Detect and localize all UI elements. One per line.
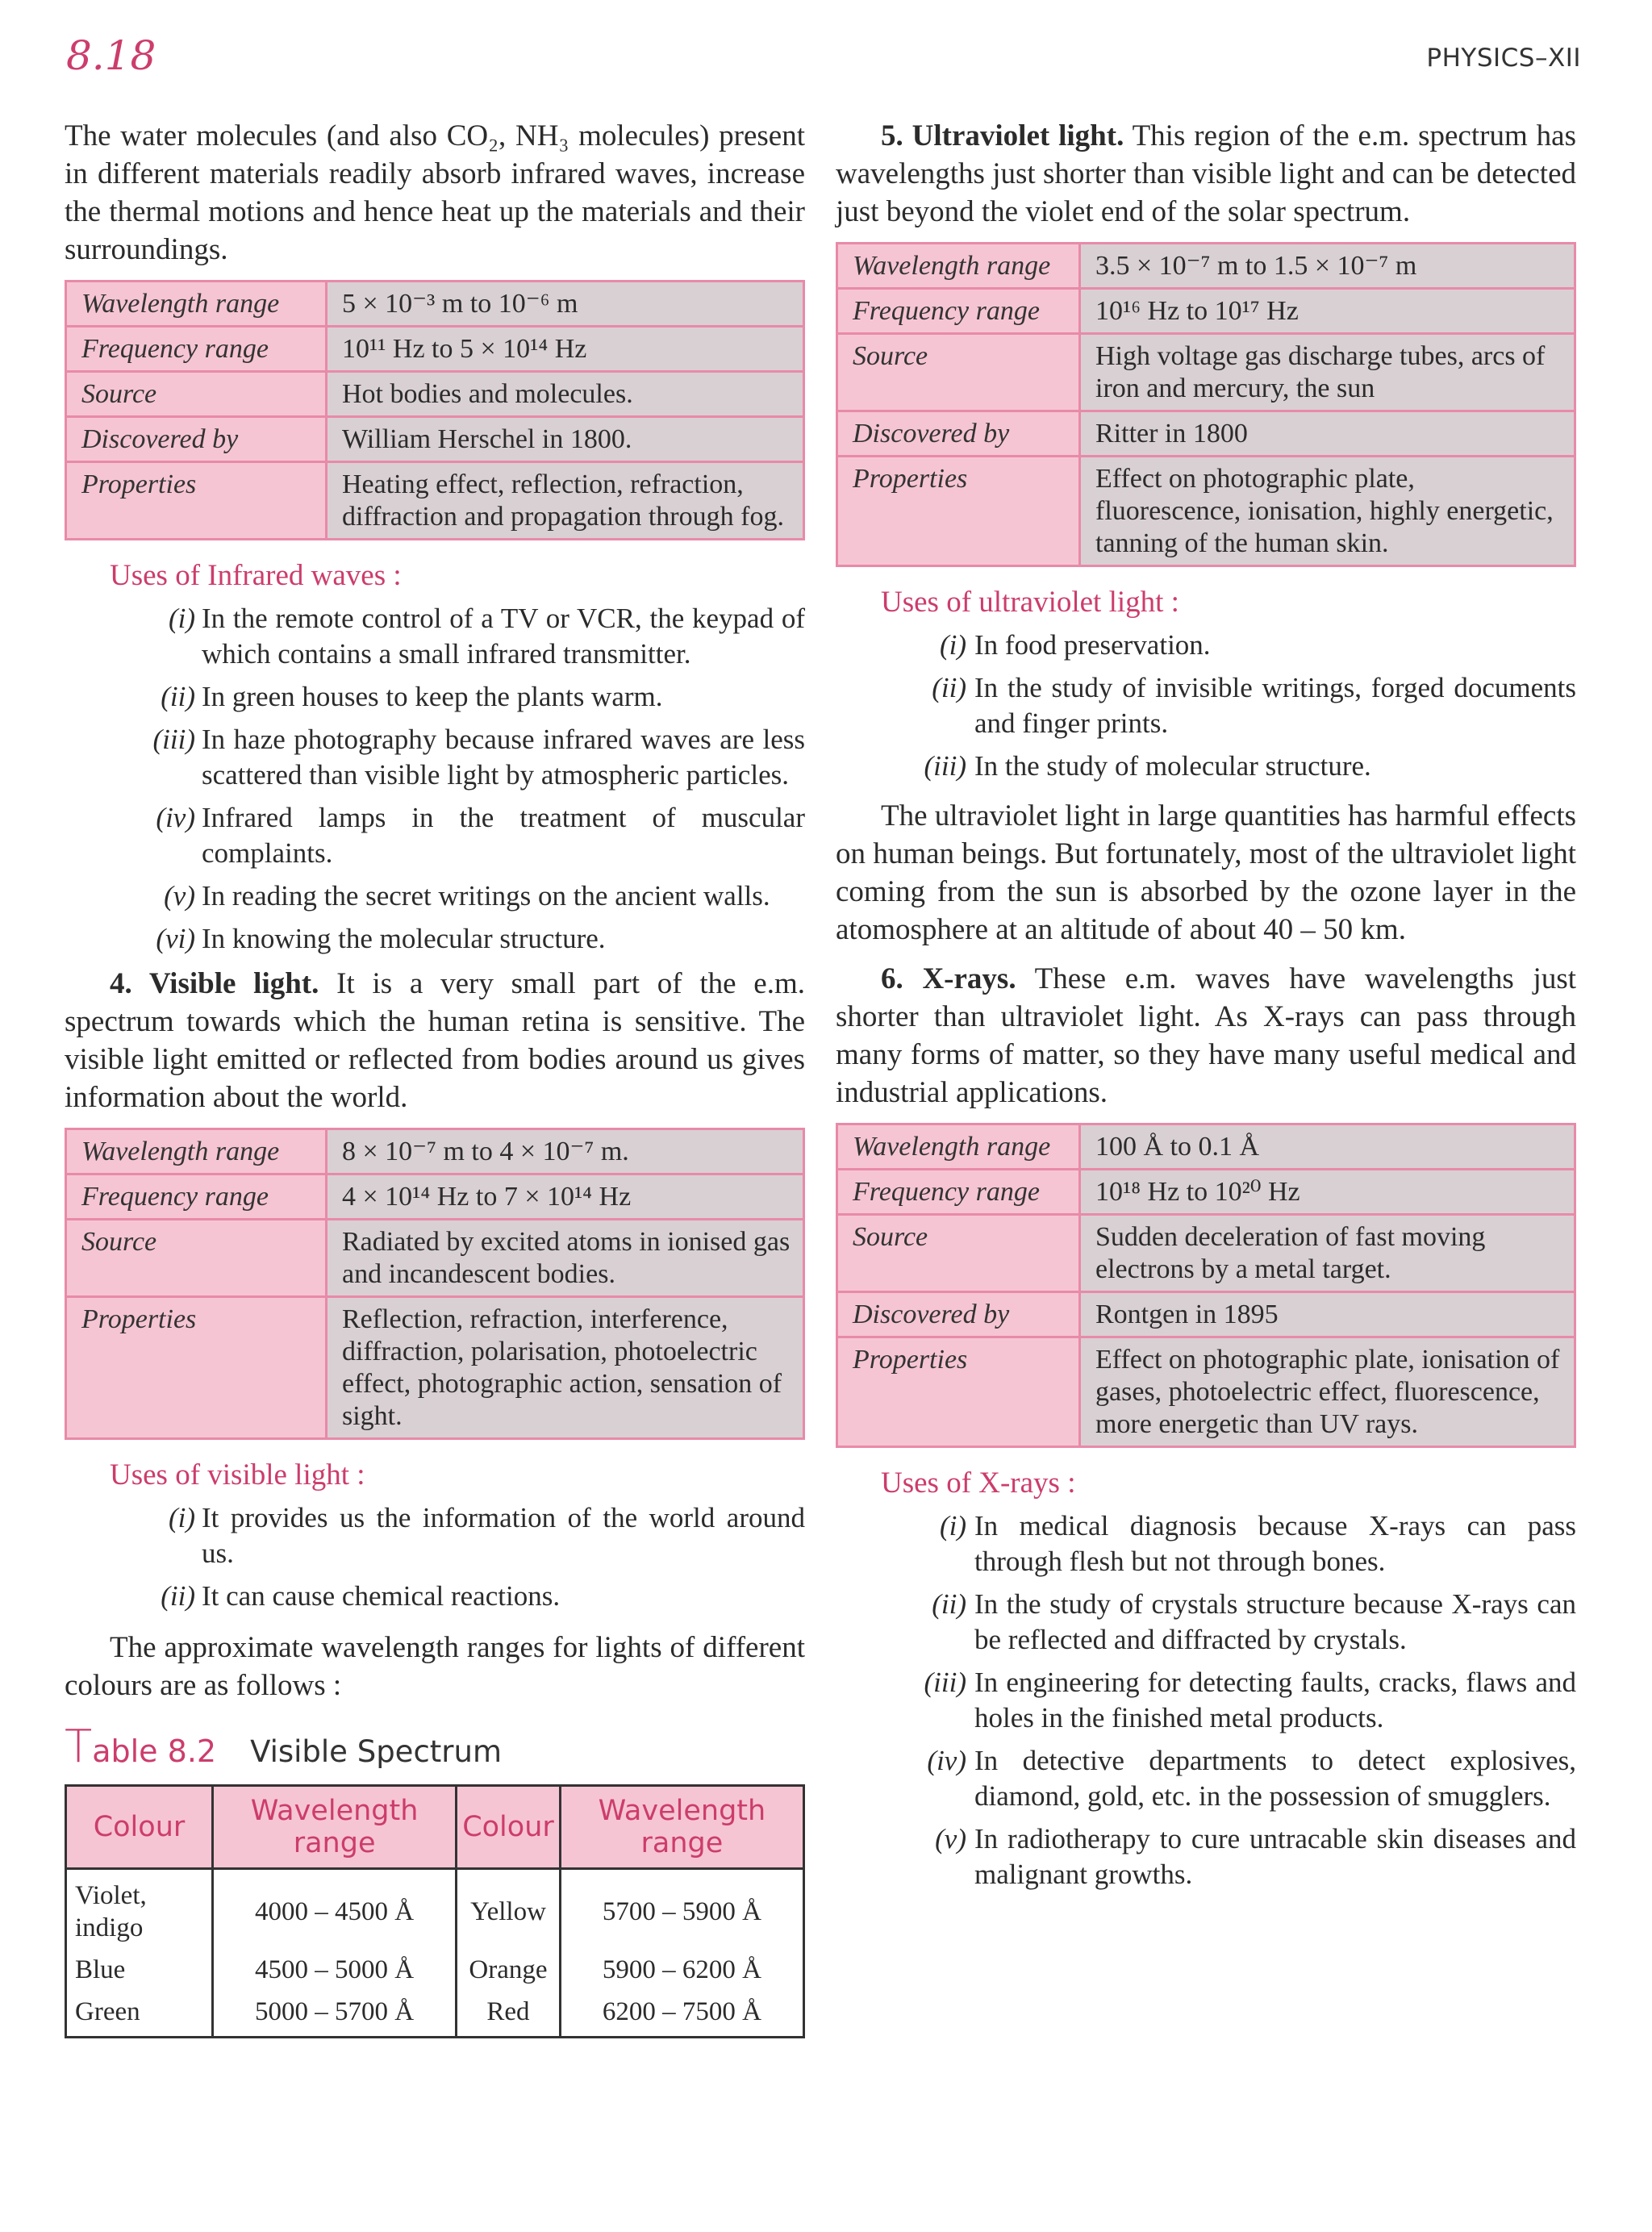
list-item-number: (i) xyxy=(168,1502,195,1533)
list-item-text: In the remote control of a TV or VCR, the keypad of which contains a small infrared transmitter. xyxy=(202,603,805,670)
ultraviolet-text: This region of the e.m. spectrum has wavelengths just shorter than visible light and can be detected just beyond the violet end of the solar spectrum. xyxy=(836,119,1576,228)
property-value: Radiated by excited atoms in ionised gas and incandescent bodies. xyxy=(327,1220,804,1297)
spectrum-header-cell: Wavelength range xyxy=(212,1786,456,1869)
property-row xyxy=(66,462,804,540)
visible-table xyxy=(65,1128,805,1440)
property-key: Source xyxy=(66,372,327,417)
property-value: 10¹⁶ Hz to 10¹⁷ Hz xyxy=(1080,289,1575,334)
list-item-number: (iv) xyxy=(156,802,195,833)
property-value: Hot bodies and molecules. xyxy=(327,372,804,417)
table-caption-number: able 8.2 xyxy=(92,1733,217,1769)
list-item-text: It can cause chemical reactions. xyxy=(202,1580,561,1612)
list-item-number: (v) xyxy=(935,1823,966,1854)
list-item xyxy=(836,628,1576,663)
list-item-text: In knowing the molecular structure. xyxy=(202,923,606,954)
ultraviolet-title: 5. Ultraviolet light. xyxy=(881,119,1124,152)
running-head: PHYSICS–XII xyxy=(1426,44,1581,73)
spectrum-header-cell: Colour xyxy=(457,1786,561,1869)
list-item-text: In the study of molecular structure. xyxy=(974,750,1371,782)
right-column xyxy=(836,117,1576,1900)
spectrum-cell: 5900 – 6200 Å xyxy=(560,1949,803,1991)
property-value: High voltage gas discharge tubes, arcs of iron and mercury, the sun xyxy=(1080,334,1575,411)
ultraviolet-harm-paragraph: The ultraviolet light in large quantities has harmful effects on human beings. But fortunately, most of the ultraviolet light coming from the sun is absorbed by the ozone layer in the atomosphere at an altitude of about 40 – 50 km. xyxy=(836,799,1576,946)
list-item-text: In the study of crystals structure because X-rays can be reflected and diffracted by crystals. xyxy=(974,1588,1576,1655)
list-item-number: (v) xyxy=(164,880,195,912)
list-item xyxy=(836,749,1576,784)
infrared-intro: The water molecules (and also CO₂, NH₃ molecules) present in different materials readily absorb infrared waves, increase the thermal motions and hence heat up the materials and their surroundings. xyxy=(65,119,805,266)
property-row xyxy=(66,1129,804,1174)
property-row xyxy=(837,1215,1575,1292)
list-item xyxy=(65,601,805,672)
property-value: 100 Å to 0.1 Å xyxy=(1080,1124,1575,1170)
list-item-number: (ii) xyxy=(932,672,966,703)
list-item xyxy=(65,878,805,914)
property-value: 10¹¹ Hz to 5 × 10¹⁴ Hz xyxy=(327,327,804,372)
table-row xyxy=(66,1869,804,1950)
spectrum-cell: 4500 – 5000 Å xyxy=(212,1949,456,1991)
table-row xyxy=(66,1949,804,1991)
left-column xyxy=(65,117,805,2038)
property-value: 4 × 10¹⁴ Hz to 7 × 10¹⁴ Hz xyxy=(327,1174,804,1220)
spectrum-header-cell: Wavelength range xyxy=(560,1786,803,1869)
list-item xyxy=(65,921,805,957)
property-row xyxy=(66,1297,804,1439)
list-item-number: (vi) xyxy=(156,923,195,954)
infrared-uses-heading: Uses of Infrared waves : xyxy=(110,559,402,592)
property-key: Source xyxy=(837,1215,1080,1292)
property-row xyxy=(837,411,1575,457)
spectrum-cell: 5000 – 5700 Å xyxy=(212,1991,456,2038)
list-item-text: In engineering for detecting faults, cracks, flaws and holes in the finished metal products. xyxy=(974,1667,1576,1733)
list-item-text: In the study of invisible writings, forged documents and finger prints. xyxy=(974,672,1576,739)
property-row xyxy=(837,1124,1575,1170)
list-item xyxy=(836,1587,1576,1658)
property-value: Rontgen in 1895 xyxy=(1080,1292,1575,1337)
spectrum-cell: Orange xyxy=(457,1949,561,1991)
infrared-uses-list xyxy=(65,601,805,957)
property-key: Wavelength range xyxy=(66,282,327,327)
visible-uses-list xyxy=(65,1500,805,1614)
xray-table xyxy=(836,1123,1576,1448)
ultraviolet-uses-list xyxy=(836,628,1576,784)
property-key: Source xyxy=(66,1220,327,1297)
spectrum-header-cell: Colour xyxy=(66,1786,213,1869)
list-item-text: In green houses to keep the plants warm. xyxy=(202,681,663,712)
visible-uses-heading: Uses of visible light : xyxy=(110,1458,365,1491)
list-item xyxy=(836,670,1576,741)
spectrum-cell: 4000 – 4500 Å xyxy=(212,1869,456,1950)
table-caption-initial: T xyxy=(65,1721,93,1773)
list-item-text: In medical diagnosis because X-rays can pass through flesh but not through bones. xyxy=(974,1510,1576,1577)
list-item-number: (ii) xyxy=(161,681,195,712)
xray-uses-list xyxy=(836,1508,1576,1892)
property-row xyxy=(837,1292,1575,1337)
list-item-number: (iii) xyxy=(924,750,966,782)
property-row xyxy=(66,1174,804,1220)
property-key: Wavelength range xyxy=(837,244,1080,289)
spectrum-cell: Blue xyxy=(66,1949,213,1991)
property-row xyxy=(837,457,1575,566)
list-item-text: In reading the secret writings on the ancient walls. xyxy=(202,880,770,912)
xray-title: 6. X-rays. xyxy=(881,962,1016,995)
list-item-number: (i) xyxy=(939,1510,966,1542)
property-value: 3.5 × 10⁻⁷ m to 1.5 × 10⁻⁷ m xyxy=(1080,244,1575,289)
property-row xyxy=(66,417,804,462)
property-row xyxy=(837,289,1575,334)
property-key: Discovered by xyxy=(837,1292,1080,1337)
property-value: Effect on photographic plate, ionisation of gases, photoelectric effect, fluorescence, more energetic than UV rays. xyxy=(1080,1337,1575,1447)
list-item-number: (ii) xyxy=(161,1580,195,1612)
property-value: William Herschel in 1800. xyxy=(327,417,804,462)
spectrum-cell: Yellow xyxy=(457,1869,561,1950)
list-item-text: In radiotherapy to cure untracable skin diseases and malignant growths. xyxy=(974,1823,1576,1890)
property-key: Frequency range xyxy=(837,1170,1080,1215)
property-key: Discovered by xyxy=(837,411,1080,457)
property-key: Discovered by xyxy=(66,417,327,462)
spectrum-cell: Red xyxy=(457,1991,561,2038)
list-item-text: In detective departments to detect explosives, diamond, gold, etc. in the possession of smugglers. xyxy=(974,1745,1576,1812)
property-value: 8 × 10⁻⁷ m to 4 × 10⁻⁷ m. xyxy=(327,1129,804,1174)
property-value: Reflection, refraction, interference, diffraction, polarisation, photoelectric effect, photographic action, sensation of sight. xyxy=(327,1297,804,1439)
ultraviolet-paragraph xyxy=(836,117,1576,231)
ultraviolet-table xyxy=(836,242,1576,567)
list-item-number: (i) xyxy=(939,629,966,661)
property-value: Effect on photographic plate, fluorescence, ionisation, highly energetic, tanning of the human skin. xyxy=(1080,457,1575,566)
list-item-number: (i) xyxy=(168,603,195,634)
list-item-text: In haze photography because infrared waves are less scattered than visible light by atmospheric particles. xyxy=(202,724,805,791)
property-row xyxy=(66,372,804,417)
property-key: Wavelength range xyxy=(66,1129,327,1174)
list-item-number: (iv) xyxy=(927,1745,966,1776)
spectrum-header-row xyxy=(66,1786,804,1869)
visible-spectrum-table xyxy=(65,1784,805,2038)
list-item xyxy=(836,1508,1576,1579)
property-key: Properties xyxy=(837,457,1080,566)
property-key: Frequency range xyxy=(66,327,327,372)
list-item xyxy=(65,679,805,715)
property-key: Frequency range xyxy=(837,289,1080,334)
property-row xyxy=(66,1220,804,1297)
ultraviolet-uses-heading: Uses of ultraviolet light : xyxy=(881,586,1179,619)
property-key: Wavelength range xyxy=(837,1124,1080,1170)
list-item xyxy=(65,1500,805,1571)
property-row xyxy=(837,244,1575,289)
visible-light-title: 4. Visible light. xyxy=(110,967,319,1000)
visible-light-paragraph xyxy=(65,965,805,1116)
list-item-text: In food preservation. xyxy=(974,629,1211,661)
property-row xyxy=(66,327,804,372)
property-value: Sudden deceleration of fast moving electrons by a metal target. xyxy=(1080,1215,1575,1292)
spectrum-cell: 6200 – 7500 Å xyxy=(560,1991,803,2038)
table-row xyxy=(66,1991,804,2038)
xray-text: These e.m. waves have wavelengths just shorter than ultraviolet light. As X-rays can pass through many forms of matter, so they have many useful medical and industrial applications. xyxy=(836,962,1576,1109)
property-value: 5 × 10⁻³ m to 10⁻⁶ m xyxy=(327,282,804,327)
page-number: 8.18 xyxy=(66,32,156,79)
property-key: Frequency range xyxy=(66,1174,327,1220)
visible-light-text: It is a very small part of the e.m. spectrum towards which the human retina is sensitive. The visible light emitted or reflected from bodies around us gives information about the world. xyxy=(65,967,805,1114)
property-key: Properties xyxy=(837,1337,1080,1447)
property-row xyxy=(837,334,1575,411)
xray-paragraph xyxy=(836,960,1576,1112)
property-key: Source xyxy=(837,334,1080,411)
list-item xyxy=(836,1743,1576,1814)
list-item xyxy=(65,722,805,793)
property-value: Ritter in 1800 xyxy=(1080,411,1575,457)
list-item xyxy=(836,1821,1576,1892)
list-item xyxy=(65,1579,805,1614)
property-key: Properties xyxy=(66,1297,327,1439)
property-value: Heating effect, reflection, refraction, diffraction and propagation through fog. xyxy=(327,462,804,540)
property-row xyxy=(66,282,804,327)
table-caption xyxy=(65,1721,805,1773)
property-value: 10¹⁸ Hz to 10²⁰ Hz xyxy=(1080,1170,1575,1215)
property-row xyxy=(837,1170,1575,1215)
property-key: Properties xyxy=(66,462,327,540)
spectrum-cell: Green xyxy=(66,1991,213,2038)
list-item-number: (ii) xyxy=(932,1588,966,1620)
infrared-table xyxy=(65,280,805,540)
list-item-text: Infrared lamps in the treatment of muscular complaints. xyxy=(202,802,805,869)
list-item-number: (iii) xyxy=(152,724,195,755)
spectrum-cell: 5700 – 5900 Å xyxy=(560,1869,803,1950)
colours-intro: The approximate wavelength ranges for lights of different colours are as follows : xyxy=(65,1631,805,1702)
table-caption-title: Visible Spectrum xyxy=(250,1734,502,1769)
list-item xyxy=(836,1665,1576,1736)
spectrum-cell: Violet, indigo xyxy=(66,1869,213,1950)
list-item xyxy=(65,800,805,871)
property-row xyxy=(837,1337,1575,1447)
xray-uses-heading: Uses of X-rays : xyxy=(881,1466,1076,1500)
list-item-text: It provides us the information of the world around us. xyxy=(202,1502,805,1569)
list-item-number: (iii) xyxy=(924,1667,966,1698)
